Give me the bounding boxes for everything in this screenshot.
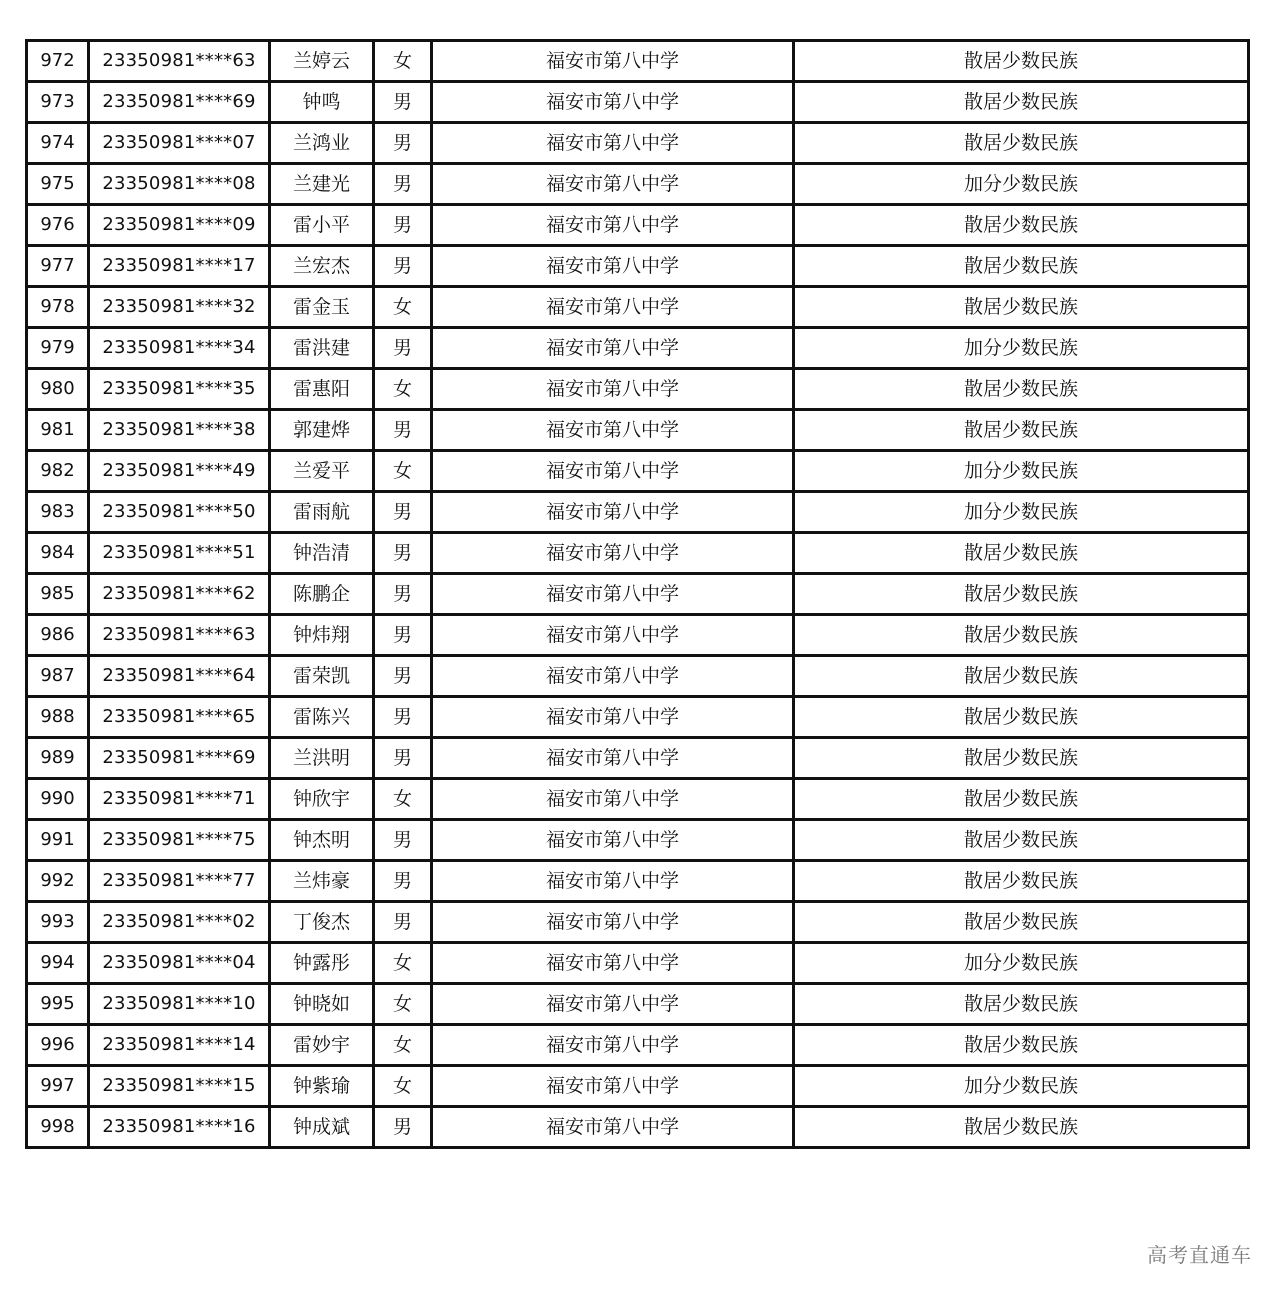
sequence-cell: 991: [27, 820, 89, 861]
school-cell: 福安市第八中学: [432, 902, 794, 943]
exam-id-cell: 23350981****15: [89, 1066, 270, 1107]
table-row: [27, 287, 1249, 328]
category-cell: 散居少数民族: [794, 738, 1249, 779]
gender-cell: 女: [374, 41, 432, 82]
exam-id-cell: 23350981****62: [89, 574, 270, 615]
student-name-cell: 钟成斌: [270, 1107, 374, 1148]
school-cell: 福安市第八中学: [432, 246, 794, 287]
category-cell: 散居少数民族: [794, 533, 1249, 574]
category-cell: 散居少数民族: [794, 697, 1249, 738]
gender-cell: 男: [374, 738, 432, 779]
gender-cell: 男: [374, 328, 432, 369]
gender-cell: 男: [374, 246, 432, 287]
exam-id-cell: 23350981****75: [89, 820, 270, 861]
exam-id-cell: 23350981****07: [89, 123, 270, 164]
roster-body: [27, 41, 1249, 1148]
gender-cell: 女: [374, 451, 432, 492]
sequence-cell: 979: [27, 328, 89, 369]
exam-id-cell: 23350981****63: [89, 41, 270, 82]
category-cell: 散居少数民族: [794, 41, 1249, 82]
category-cell: 加分少数民族: [794, 943, 1249, 984]
school-cell: 福安市第八中学: [432, 820, 794, 861]
sequence-cell: 989: [27, 738, 89, 779]
exam-id-cell: 23350981****71: [89, 779, 270, 820]
table-row: [27, 246, 1249, 287]
student-name-cell: 兰炜豪: [270, 861, 374, 902]
table-row: [27, 328, 1249, 369]
exam-id-cell: 23350981****38: [89, 410, 270, 451]
sequence-cell: 992: [27, 861, 89, 902]
sequence-cell: 973: [27, 82, 89, 123]
school-cell: 福安市第八中学: [432, 1025, 794, 1066]
school-cell: 福安市第八中学: [432, 984, 794, 1025]
school-cell: 福安市第八中学: [432, 369, 794, 410]
exam-id-cell: 23350981****77: [89, 861, 270, 902]
student-name-cell: 郭建烨: [270, 410, 374, 451]
category-cell: 散居少数民族: [794, 615, 1249, 656]
gender-cell: 男: [374, 82, 432, 123]
exam-id-cell: 23350981****35: [89, 369, 270, 410]
table-row: [27, 410, 1249, 451]
sequence-cell: 985: [27, 574, 89, 615]
student-name-cell: 雷雨航: [270, 492, 374, 533]
gender-cell: 男: [374, 164, 432, 205]
category-cell: 散居少数民族: [794, 779, 1249, 820]
student-name-cell: 钟欣宇: [270, 779, 374, 820]
school-cell: 福安市第八中学: [432, 82, 794, 123]
category-cell: 加分少数民族: [794, 328, 1249, 369]
sequence-cell: 977: [27, 246, 89, 287]
student-name-cell: 兰建光: [270, 164, 374, 205]
category-cell: 散居少数民族: [794, 82, 1249, 123]
school-cell: 福安市第八中学: [432, 943, 794, 984]
roster-sheet: [25, 39, 1247, 1149]
category-cell: 散居少数民族: [794, 123, 1249, 164]
table-row: [27, 943, 1249, 984]
exam-id-cell: 23350981****10: [89, 984, 270, 1025]
table-row: [27, 41, 1249, 82]
table-row: [27, 1025, 1249, 1066]
sequence-cell: 976: [27, 205, 89, 246]
gender-cell: 女: [374, 943, 432, 984]
student-name-cell: 雷惠阳: [270, 369, 374, 410]
category-cell: 散居少数民族: [794, 902, 1249, 943]
exam-id-cell: 23350981****14: [89, 1025, 270, 1066]
sequence-cell: 994: [27, 943, 89, 984]
exam-id-cell: 23350981****64: [89, 656, 270, 697]
roster-table: [25, 39, 1250, 1149]
gender-cell: 男: [374, 902, 432, 943]
table-row: [27, 820, 1249, 861]
exam-id-cell: 23350981****50: [89, 492, 270, 533]
sequence-cell: 974: [27, 123, 89, 164]
table-row: [27, 164, 1249, 205]
table-row: [27, 984, 1249, 1025]
student-name-cell: 兰婷云: [270, 41, 374, 82]
gender-cell: 男: [374, 697, 432, 738]
table-row: [27, 492, 1249, 533]
sequence-cell: 998: [27, 1107, 89, 1148]
school-cell: 福安市第八中学: [432, 615, 794, 656]
exam-id-cell: 23350981****63: [89, 615, 270, 656]
sequence-cell: 972: [27, 41, 89, 82]
school-cell: 福安市第八中学: [432, 738, 794, 779]
gender-cell: 男: [374, 123, 432, 164]
gender-cell: 男: [374, 205, 432, 246]
table-row: [27, 574, 1249, 615]
exam-id-cell: 23350981****49: [89, 451, 270, 492]
gender-cell: 女: [374, 287, 432, 328]
school-cell: 福安市第八中学: [432, 861, 794, 902]
category-cell: 散居少数民族: [794, 369, 1249, 410]
student-name-cell: 钟露彤: [270, 943, 374, 984]
school-cell: 福安市第八中学: [432, 41, 794, 82]
table-row: [27, 1066, 1249, 1107]
table-row: [27, 902, 1249, 943]
school-cell: 福安市第八中学: [432, 492, 794, 533]
exam-id-cell: 23350981****51: [89, 533, 270, 574]
gender-cell: 男: [374, 410, 432, 451]
school-cell: 福安市第八中学: [432, 1107, 794, 1148]
school-cell: 福安市第八中学: [432, 451, 794, 492]
sequence-cell: 980: [27, 369, 89, 410]
gender-cell: 男: [374, 656, 432, 697]
student-name-cell: 雷小平: [270, 205, 374, 246]
student-name-cell: 雷陈兴: [270, 697, 374, 738]
table-row: [27, 697, 1249, 738]
category-cell: 散居少数民族: [794, 246, 1249, 287]
student-name-cell: 钟鸣: [270, 82, 374, 123]
exam-id-cell: 23350981****16: [89, 1107, 270, 1148]
student-name-cell: 雷妙宇: [270, 1025, 374, 1066]
sequence-cell: 981: [27, 410, 89, 451]
exam-id-cell: 23350981****34: [89, 328, 270, 369]
exam-id-cell: 23350981****02: [89, 902, 270, 943]
exam-id-cell: 23350981****04: [89, 943, 270, 984]
sequence-cell: 982: [27, 451, 89, 492]
exam-id-cell: 23350981****69: [89, 82, 270, 123]
table-row: [27, 82, 1249, 123]
category-cell: 散居少数民族: [794, 1025, 1249, 1066]
table-row: [27, 738, 1249, 779]
gender-cell: 女: [374, 1066, 432, 1107]
sequence-cell: 997: [27, 1066, 89, 1107]
exam-id-cell: 23350981****08: [89, 164, 270, 205]
sequence-cell: 978: [27, 287, 89, 328]
gender-cell: 女: [374, 369, 432, 410]
sequence-cell: 986: [27, 615, 89, 656]
school-cell: 福安市第八中学: [432, 410, 794, 451]
school-cell: 福安市第八中学: [432, 697, 794, 738]
student-name-cell: 钟炜翔: [270, 615, 374, 656]
table-row: [27, 656, 1249, 697]
category-cell: 加分少数民族: [794, 451, 1249, 492]
table-row: [27, 861, 1249, 902]
student-name-cell: 雷洪建: [270, 328, 374, 369]
sequence-cell: 996: [27, 1025, 89, 1066]
gender-cell: 女: [374, 779, 432, 820]
category-cell: 散居少数民族: [794, 820, 1249, 861]
student-name-cell: 雷金玉: [270, 287, 374, 328]
category-cell: 散居少数民族: [794, 984, 1249, 1025]
student-name-cell: 钟紫瑜: [270, 1066, 374, 1107]
student-name-cell: 兰宏杰: [270, 246, 374, 287]
sequence-cell: 995: [27, 984, 89, 1025]
category-cell: 散居少数民族: [794, 574, 1249, 615]
gender-cell: 女: [374, 1025, 432, 1066]
sequence-cell: 987: [27, 656, 89, 697]
student-name-cell: 兰洪明: [270, 738, 374, 779]
table-row: [27, 369, 1249, 410]
school-cell: 福安市第八中学: [432, 574, 794, 615]
school-cell: 福安市第八中学: [432, 1066, 794, 1107]
school-cell: 福安市第八中学: [432, 328, 794, 369]
student-name-cell: 钟杰明: [270, 820, 374, 861]
student-name-cell: 钟浩清: [270, 533, 374, 574]
student-name-cell: 陈鹏企: [270, 574, 374, 615]
category-cell: 散居少数民族: [794, 656, 1249, 697]
category-cell: 散居少数民族: [794, 410, 1249, 451]
table-row: [27, 451, 1249, 492]
student-name-cell: 丁俊杰: [270, 902, 374, 943]
gender-cell: 男: [374, 615, 432, 656]
exam-id-cell: 23350981****17: [89, 246, 270, 287]
category-cell: 散居少数民族: [794, 287, 1249, 328]
student-name-cell: 兰爱平: [270, 451, 374, 492]
student-name-cell: 雷荣凯: [270, 656, 374, 697]
category-cell: 加分少数民族: [794, 492, 1249, 533]
gender-cell: 男: [374, 1107, 432, 1148]
watermark-text: 高考直通车: [1147, 1243, 1252, 1267]
gender-cell: 男: [374, 533, 432, 574]
sequence-cell: 988: [27, 697, 89, 738]
gender-cell: 男: [374, 574, 432, 615]
student-name-cell: 兰鸿业: [270, 123, 374, 164]
table-row: [27, 533, 1249, 574]
sequence-cell: 993: [27, 902, 89, 943]
sequence-cell: 983: [27, 492, 89, 533]
table-row: [27, 615, 1249, 656]
gender-cell: 男: [374, 820, 432, 861]
category-cell: 散居少数民族: [794, 1107, 1249, 1148]
sequence-cell: 990: [27, 779, 89, 820]
sequence-cell: 984: [27, 533, 89, 574]
school-cell: 福安市第八中学: [432, 656, 794, 697]
gender-cell: 男: [374, 492, 432, 533]
table-row: [27, 205, 1249, 246]
school-cell: 福安市第八中学: [432, 205, 794, 246]
category-cell: 散居少数民族: [794, 861, 1249, 902]
table-row: [27, 123, 1249, 164]
school-cell: 福安市第八中学: [432, 533, 794, 574]
category-cell: 加分少数民族: [794, 1066, 1249, 1107]
school-cell: 福安市第八中学: [432, 123, 794, 164]
category-cell: 散居少数民族: [794, 205, 1249, 246]
table-row: [27, 1107, 1249, 1148]
school-cell: 福安市第八中学: [432, 164, 794, 205]
exam-id-cell: 23350981****69: [89, 738, 270, 779]
sequence-cell: 975: [27, 164, 89, 205]
school-cell: 福安市第八中学: [432, 287, 794, 328]
exam-id-cell: 23350981****09: [89, 205, 270, 246]
category-cell: 加分少数民族: [794, 164, 1249, 205]
gender-cell: 女: [374, 984, 432, 1025]
exam-id-cell: 23350981****32: [89, 287, 270, 328]
gender-cell: 男: [374, 861, 432, 902]
exam-id-cell: 23350981****65: [89, 697, 270, 738]
student-name-cell: 钟晓如: [270, 984, 374, 1025]
school-cell: 福安市第八中学: [432, 779, 794, 820]
table-row: [27, 779, 1249, 820]
